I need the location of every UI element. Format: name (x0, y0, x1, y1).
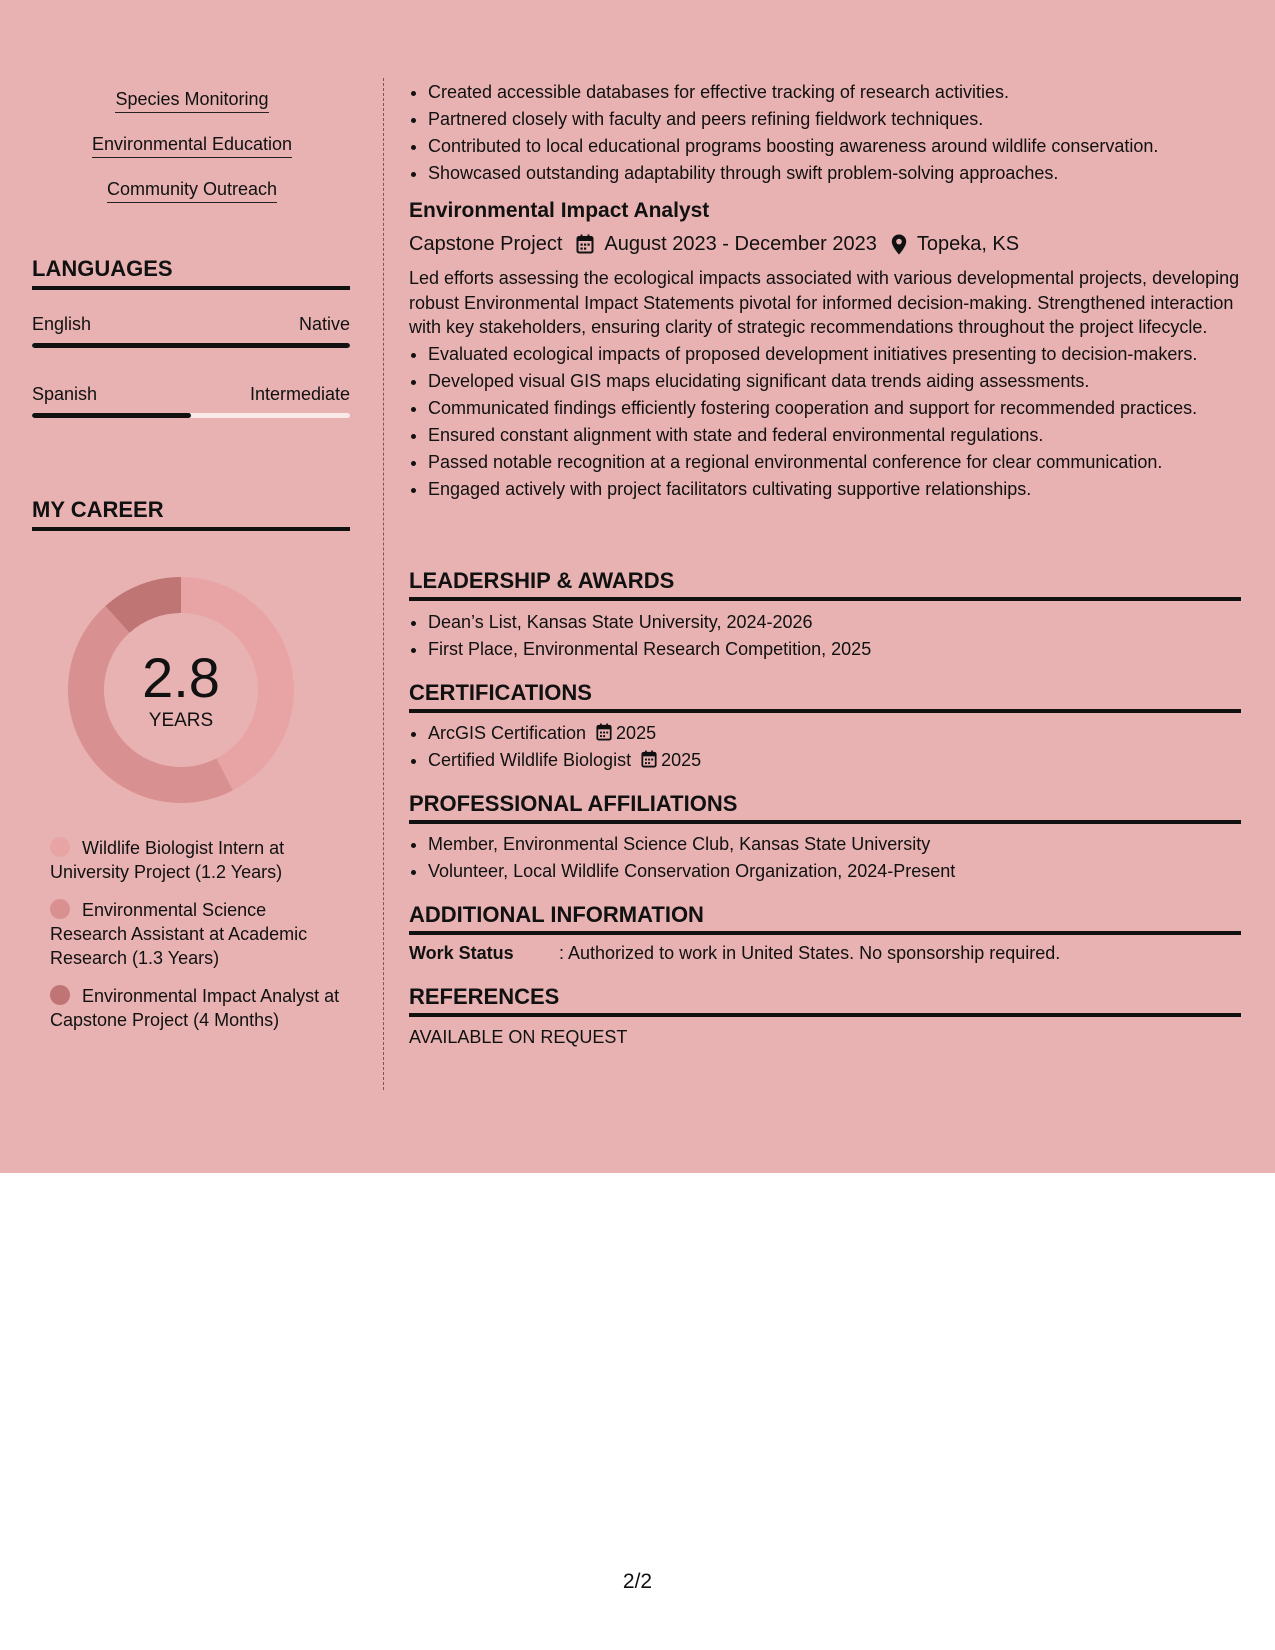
language-name: English (32, 314, 92, 334)
bullet-item: • Ensured constant alignment with state and federal environmental regulations. (428, 422, 1241, 449)
references-heading: REFERENCES (409, 984, 1241, 1017)
column-divider (383, 78, 384, 1090)
job-dates: August 2023 - December 2023 (604, 233, 877, 255)
legend-label: Wildlife Biologist Intern at University Project (1.2 Years) (50, 838, 285, 882)
career-heading: MY CAREER (32, 497, 350, 531)
language-name: Spanish (32, 384, 98, 404)
job-title: Environmental Impact Analyst (409, 199, 710, 222)
certification-year: 2025 (616, 723, 657, 743)
job-meta (409, 231, 1019, 257)
legend-dot (50, 899, 70, 919)
skill-item (32, 133, 352, 158)
leadership-list (409, 609, 1260, 663)
skill-item (32, 88, 352, 113)
affiliations-list (409, 831, 1260, 885)
legend-dot (50, 837, 70, 857)
job-bullets (409, 341, 1241, 503)
bullet-item: • Developed visual GIS maps elucidating significant data trends aiding assessments. (428, 368, 1241, 395)
bullet-item: • Contributed to local educational programs boosting awareness around wildlife conservation. (428, 133, 1260, 160)
bullet-item: • Evaluated ecological impacts of proposed development initiatives presenting to decision-makers. (428, 341, 1241, 368)
bullet-item: • Created accessible databases for effective tracking of research activities. (428, 79, 1260, 106)
calendar-icon (576, 234, 594, 254)
references-text: AVAILABLE ON REQUEST (409, 1027, 628, 1047)
language-level: Intermediate (249, 384, 350, 404)
language-bar-fill (32, 343, 350, 348)
legend-label: Environmental Impact Analyst at Capstone Project (4 Months) (50, 986, 340, 1030)
legend-item (50, 836, 340, 884)
bullet-item: • Passed notable recognition at a regional environmental conference for clear communication. (428, 449, 1241, 476)
legend-label: Environmental Science Research Assistant at Academic Research (1.3 Years) (50, 900, 308, 968)
certification-item (428, 747, 1260, 774)
language-row (32, 383, 350, 405)
certification-year: 2025 (661, 750, 702, 770)
work-status-row (409, 941, 1060, 965)
affiliation-item: • Volunteer, Local Wildlife Conservation Organization, 2024-Present (428, 858, 1260, 885)
legend-item (50, 984, 340, 1032)
career-unit: YEARS (148, 710, 214, 731)
languages-heading: LANGUAGES (32, 256, 350, 290)
language-bar-fill (32, 413, 191, 418)
work-status-label: Work Status (409, 943, 514, 963)
job-location: Topeka, KS (916, 233, 1020, 255)
bullet-item: • Communicated findings efficiently fostering cooperation and support for recommended practices. (428, 395, 1241, 422)
work-status-value: : Authorized to work in United States. No sponsorship required. (559, 943, 1061, 963)
previous-job-bullets (409, 79, 1260, 187)
language-row (32, 313, 350, 335)
certification-name: Certified Wildlife Biologist (428, 750, 632, 770)
skill-label: Community Outreach (107, 178, 277, 203)
language-level: Native (298, 314, 350, 334)
bullet-item: • Showcased outstanding adaptability through swift problem-solving approaches. (428, 160, 1260, 187)
job-company: Capstone Project (409, 233, 563, 255)
bullet-item: • Partnered closely with faculty and peers refining fieldwork techniques. (428, 106, 1260, 133)
certifications-heading: CERTIFICATIONS (409, 680, 1241, 713)
legend-item (50, 898, 340, 970)
skill-label: Environmental Education (92, 133, 292, 158)
skill-item (32, 178, 352, 203)
certifications-list (409, 720, 1260, 774)
bullet-item: • Engaged actively with project facilitators cultivating supportive relationships. (428, 476, 1241, 503)
language-bar (32, 413, 350, 418)
award-item: • First Place, Environmental Research Competition, 2025 (428, 636, 1260, 663)
calendar-icon (596, 723, 612, 741)
calendar-icon (641, 750, 657, 768)
additional-info-heading: ADDITIONAL INFORMATION (409, 902, 1241, 935)
job-description: Led efforts assessing the ecological impacts associated with various developmental projects, developing robust Environmental Impact Statements pivotal for informed decision-making. Strengthened interaction with key stakeholders, ensuring clarity of strategic recommendations throughout the project lifecycle. (409, 268, 1240, 337)
legend-dot (50, 985, 70, 1005)
certification-item (428, 720, 1260, 747)
leadership-heading: LEADERSHIP & AWARDS (409, 568, 1241, 601)
affiliations-heading: PROFESSIONAL AFFILIATIONS (409, 791, 1241, 824)
location-pin-icon (891, 234, 907, 255)
language-bar (32, 343, 350, 348)
career-total: 2.8 (142, 646, 220, 709)
award-item: • Dean’s List, Kansas State University, 2024-2026 (428, 609, 1260, 636)
skill-label: Species Monitoring (115, 88, 268, 113)
certification-name: ArcGIS Certification (428, 723, 587, 743)
job-description-block (409, 266, 1241, 503)
page-number: 2/2 (622, 1570, 653, 1593)
affiliation-item: • Member, Environmental Science Club, Kansas State University (428, 831, 1260, 858)
